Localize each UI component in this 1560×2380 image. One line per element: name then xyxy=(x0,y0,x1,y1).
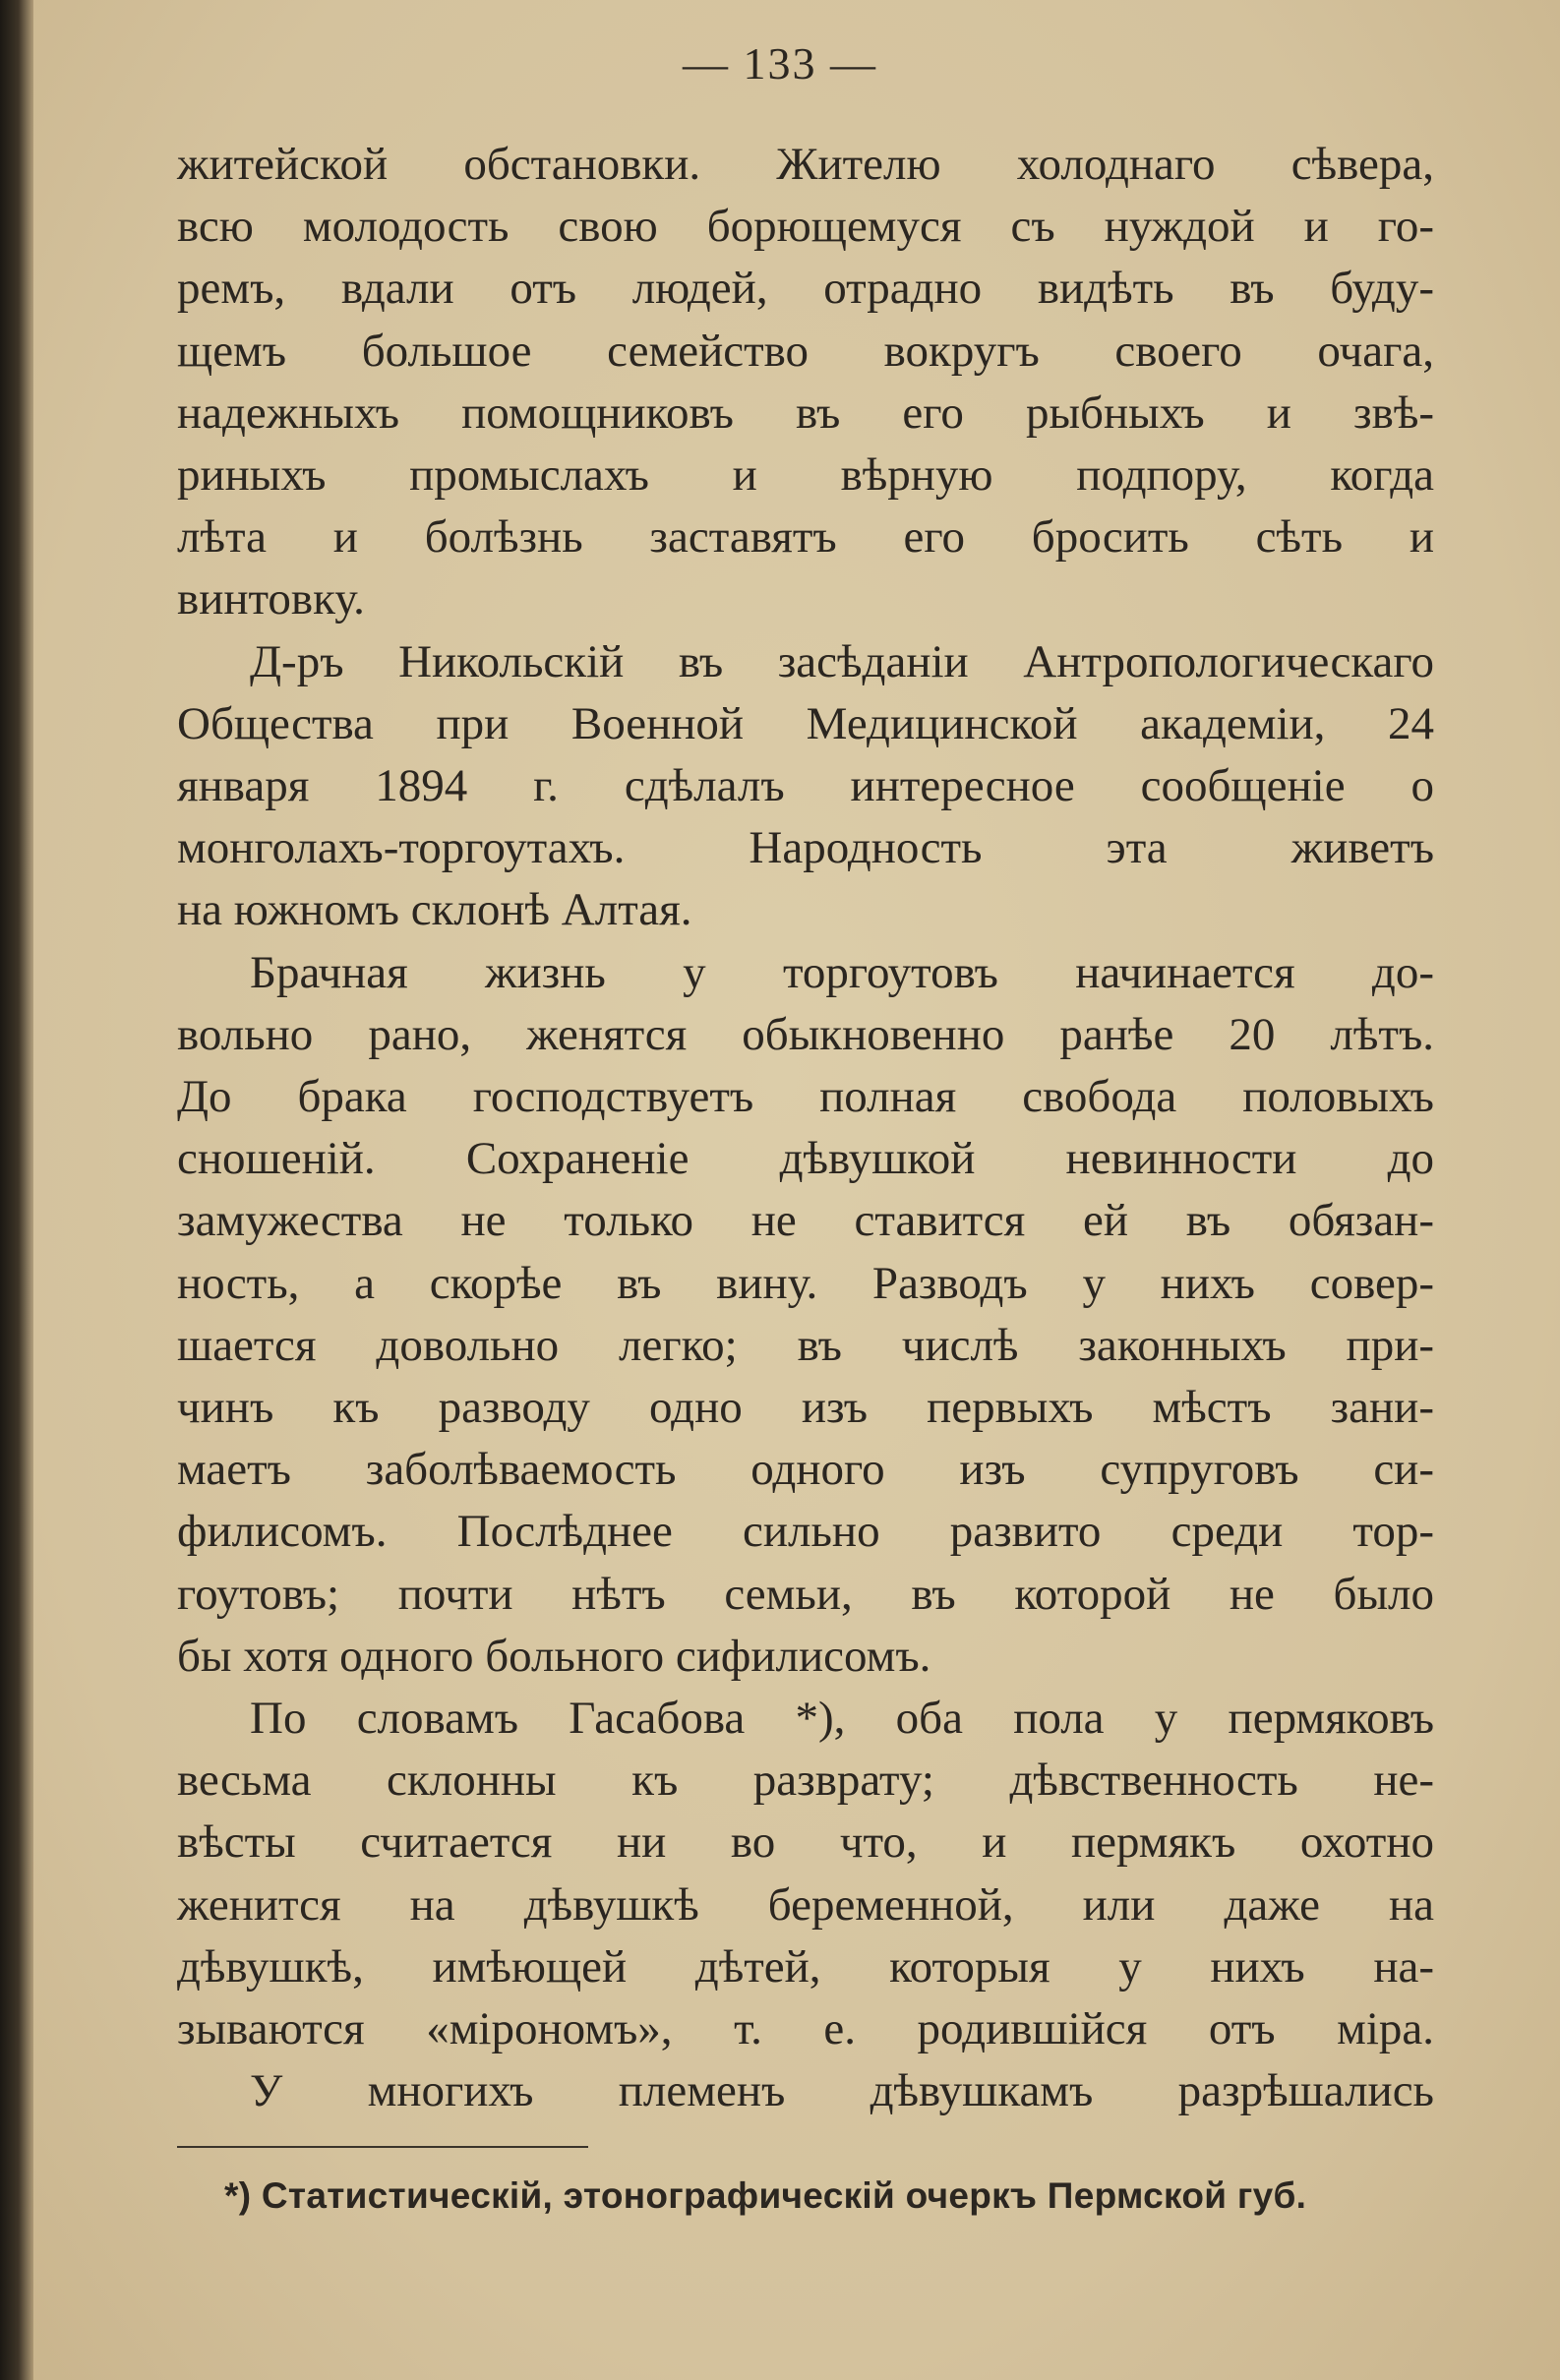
text-line: на южномъ склонѣ Алтая. xyxy=(177,884,692,936)
footnote: *) Статистическій, этонографическій очеркъ Пермской губ. xyxy=(224,2175,1307,2216)
text-line: дѣвушкѣ, имѣющей дѣтей, которыя у нихъ на- xyxy=(177,1940,1434,1993)
page-number: — 133 — xyxy=(683,38,877,89)
text-line: ремъ, вдали отъ людей, отрадно видѣть въ буду- xyxy=(177,263,1434,315)
text-line: гоутовъ; почти нѣтъ семьи, въ которой не было xyxy=(177,1568,1434,1620)
body-text xyxy=(177,134,1434,2123)
footnote-divider xyxy=(177,2146,588,2148)
text-line: риныхъ промыслахъ и вѣрную подпору, когда xyxy=(177,449,1434,502)
text-line: филисомъ. Послѣднее сильно развито среди тор- xyxy=(177,1506,1434,1558)
paragraph-start-line: Брачная жизнь у торгоутовъ начинается до- xyxy=(250,946,1434,998)
text-line: ность, а скорѣе въ вину. Разводъ у нихъ совер- xyxy=(177,1257,1434,1309)
paragraph-start-line: По словамъ Гасабова *), оба пола у пермяковъ xyxy=(250,1693,1434,1745)
text-line: щемъ большое семейство вокругъ своего очага, xyxy=(177,325,1434,377)
text-line: надежныхъ помощниковъ въ его рыбныхъ и звѣ- xyxy=(177,387,1434,439)
text-line: зываются «мірономъ», т. е. родившійся отъ міра. xyxy=(177,2003,1434,2055)
text-line: лѣта и болѣзнь заставятъ его бросить сѣть и xyxy=(177,511,1434,564)
text-line: винтовку. xyxy=(177,573,365,625)
text-line: До брака господствуетъ полная свобода половыхъ xyxy=(177,1071,1434,1123)
page-binding-edge xyxy=(0,0,33,2380)
text-line: Общества при Военной Медицинской академіи, 24 xyxy=(177,697,1434,749)
text-line: бы хотя одного больного сифилисомъ. xyxy=(177,1630,931,1682)
text-line: вольно рано, женятся обыкновенно ранѣе 20 лѣтъ. xyxy=(177,1008,1434,1060)
text-line: женится на дѣвушкѣ беременной, или даже на xyxy=(177,1878,1434,1931)
text-line: чинъ къ разводу одно изъ первыхъ мѣстъ зани- xyxy=(177,1382,1434,1434)
text-line: сношеній. Сохраненіе дѣвушкой невинности до xyxy=(177,1133,1434,1185)
text-line: житейской обстановки. Жителю холоднаго сѣвера, xyxy=(177,139,1434,190)
paragraph-start-line: Д-ръ Никольскій въ засѣданіи Антропологическаго xyxy=(250,635,1434,687)
paragraph-start-line: У многихъ племенъ дѣвушкамъ разрѣшались xyxy=(250,2065,1434,2117)
text-line: маетъ заболѣваемость одного изъ супруговъ си- xyxy=(177,1444,1434,1496)
text-line: января 1894 г. сдѣлалъ интересное сообщеніе о xyxy=(177,760,1434,812)
text-line: вѣсты считается ни во что, и пермякъ охотно xyxy=(177,1816,1434,1869)
text-line: шается довольно легко; въ числѣ законныхъ при- xyxy=(177,1319,1434,1371)
text-line: монголахъ-торгоутахъ. Народность эта живетъ xyxy=(177,822,1434,874)
text-line: весьма склонны къ разврату; дѣвственность не- xyxy=(177,1755,1434,1807)
text-line: всю молодость свою борющемуся съ нуждой и го- xyxy=(177,201,1434,253)
text-line: замужества не только не ставится ей въ обязан- xyxy=(177,1195,1434,1247)
